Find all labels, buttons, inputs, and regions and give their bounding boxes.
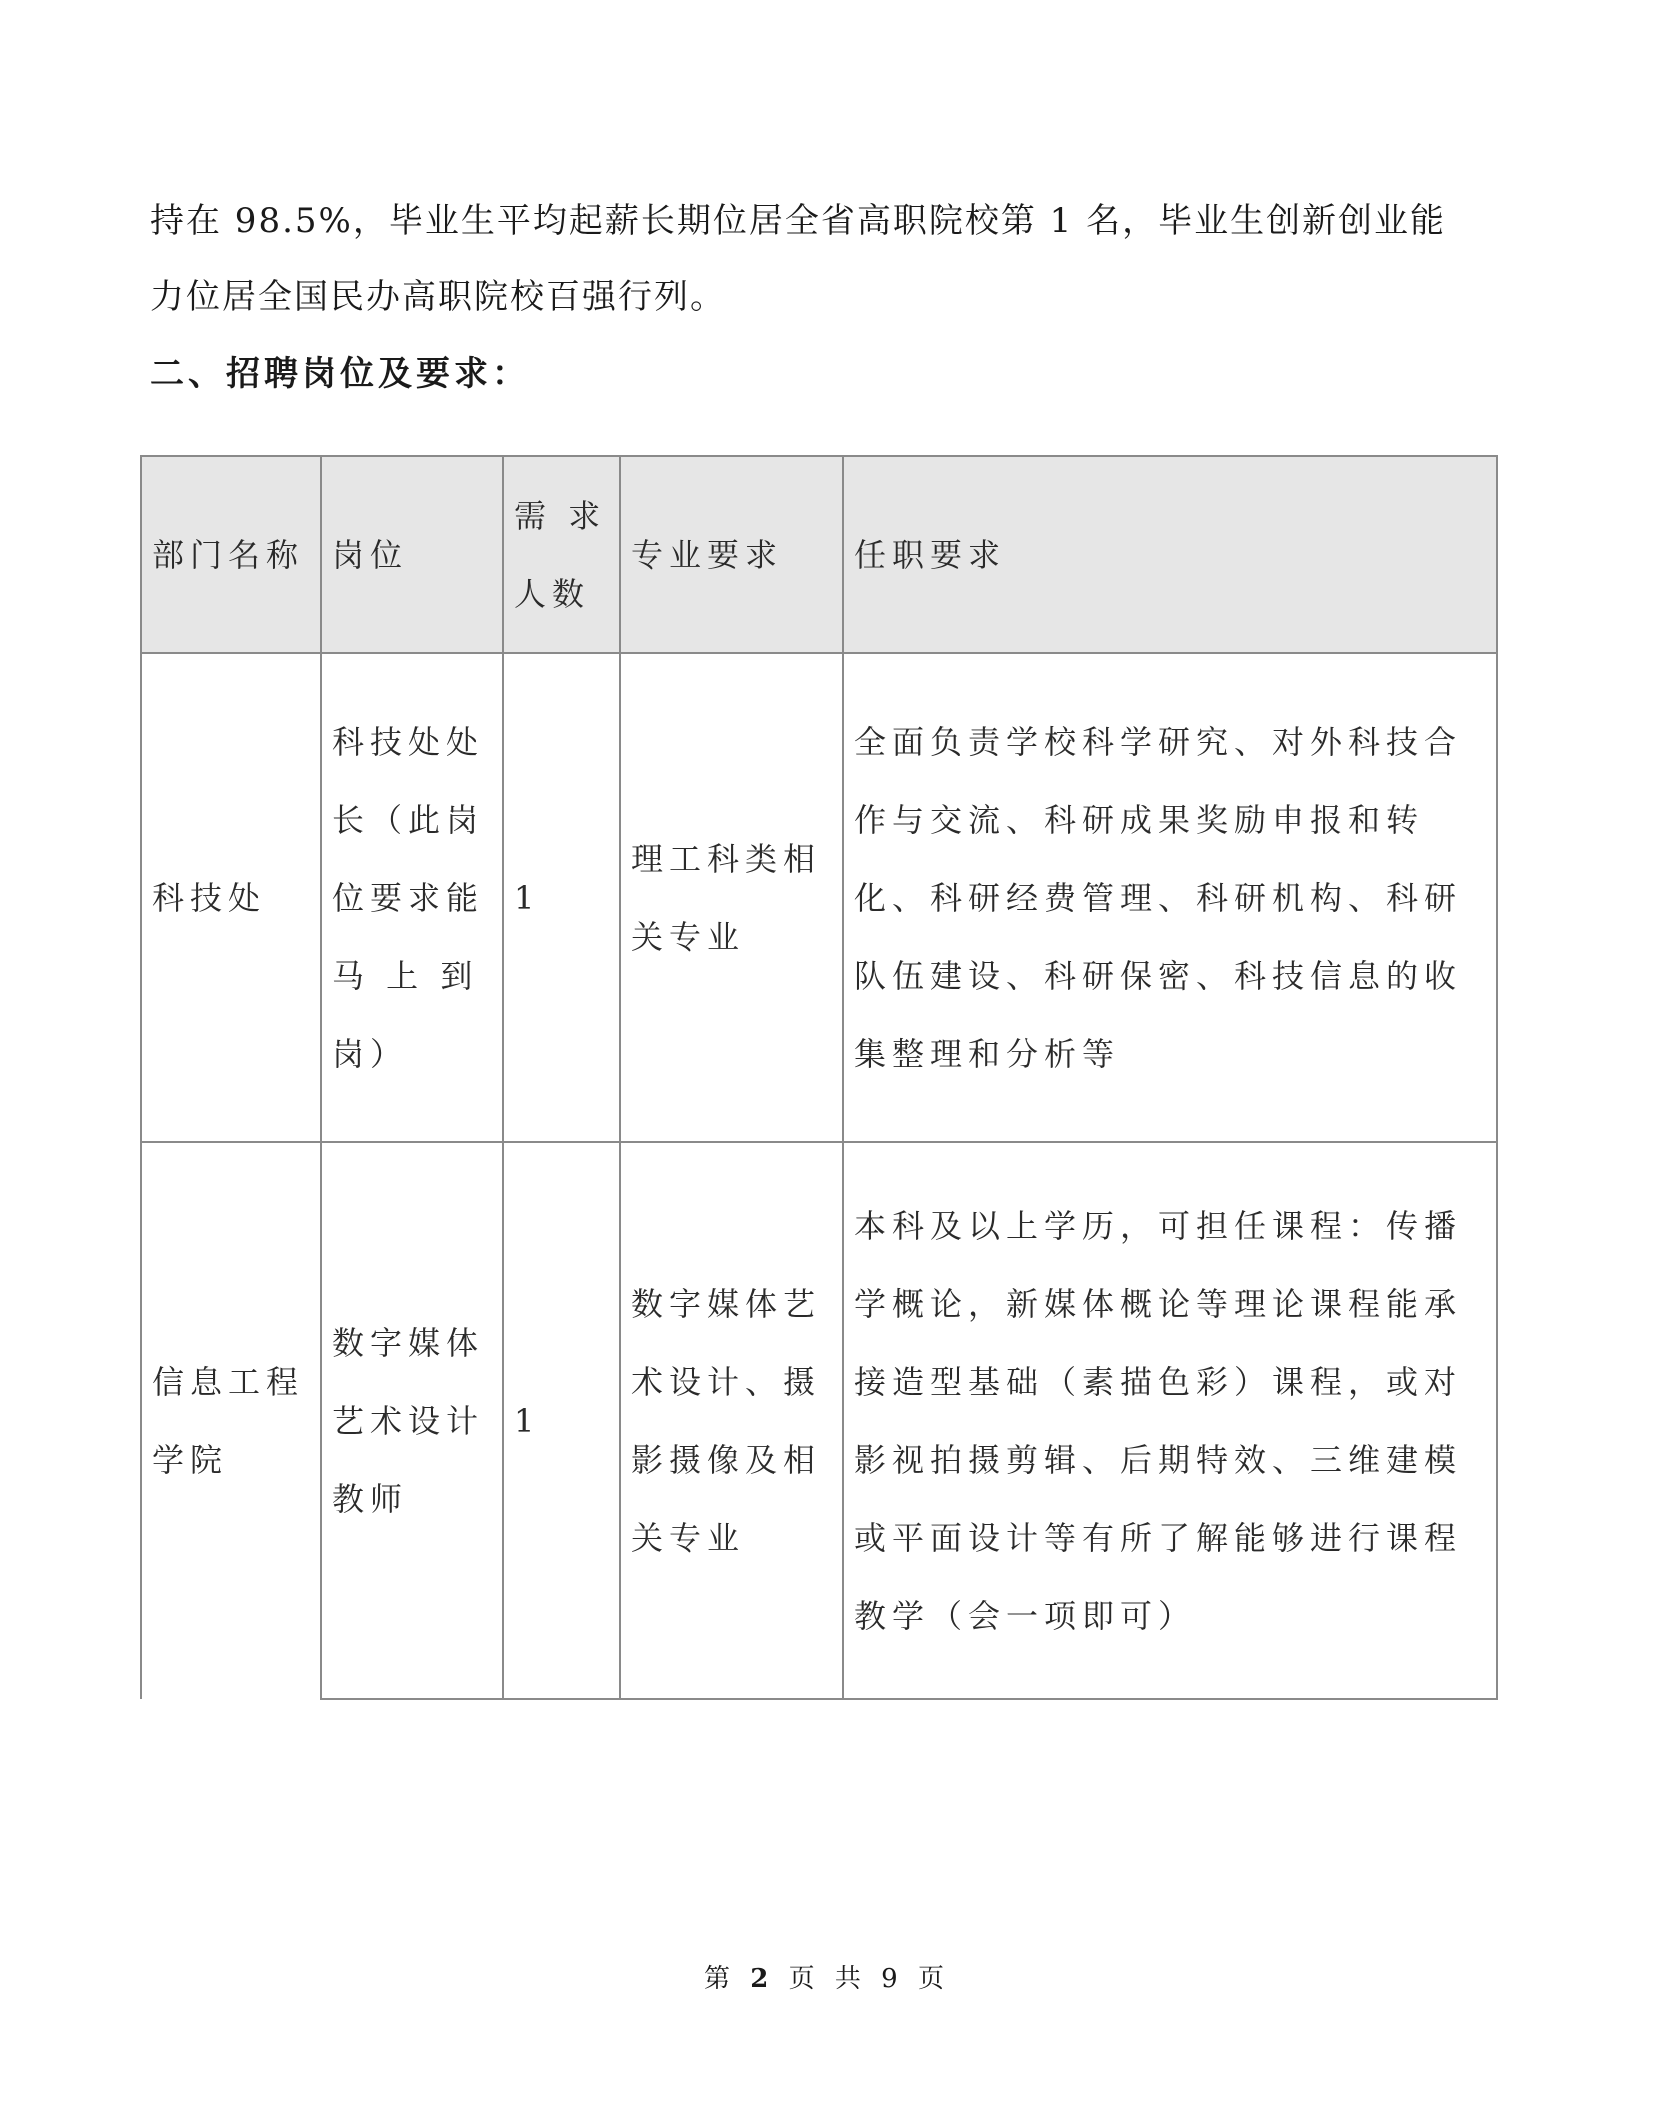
footer-prefix: 第 [704, 1964, 737, 1994]
header-requirements: 任职要求 [843, 456, 1497, 653]
intro-line-2: 力位居全国民办高职院校百强行列。 [150, 277, 726, 317]
cell-requirements: 本科及以上学历，可担任课程：传播学概论，新媒体概论等理论课程能承接造型基础（素描色彩）课程，或对影视拍摄剪辑、后期特效、三维建模或平面设计等有所了解能够进行课程教学（会一项即可） [843, 1142, 1497, 1699]
footer-total-pages: 9 [881, 1964, 904, 1994]
table-row [141, 653, 1497, 1142]
cell-major: 数字媒体艺术设计、摄影摄像及相关专业 [620, 1142, 843, 1699]
table-row [141, 1142, 1497, 1699]
cell-position: 科技处处长（此岗位要求能马 上 到岗） [321, 653, 503, 1142]
footer-middle: 页 共 [788, 1964, 867, 1994]
header-dept: 部门名称 [141, 456, 321, 653]
cell-major: 理工科类相关专业 [620, 653, 843, 1142]
cell-dept: 信息工程学院 [141, 1142, 321, 1699]
header-position: 岗位 [321, 456, 503, 653]
footer-suffix: 页 [917, 1964, 950, 1994]
table-header-row [141, 456, 1497, 653]
cell-count: 1 [503, 653, 620, 1142]
header-major: 专业要求 [620, 456, 843, 653]
cell-requirements: 全面负责学校科学研究、对外科技合作与交流、科研成果奖励申报和转化、科研经费管理、科研机构、科研队伍建设、科研保密、科技信息的收集整理和分析等 [843, 653, 1497, 1142]
cell-position: 数字媒体艺术设计教师 [321, 1142, 503, 1699]
intro-line-1: 持在 98.5%，毕业生平均起薪长期位居全省高职院校第 1 名，毕业生创新创业能 [150, 201, 1447, 241]
section-heading: 二、招聘岗位及要求： [150, 354, 530, 394]
header-count: 需 求 人数 [503, 456, 620, 653]
recruitment-table [140, 455, 1498, 1700]
footer-page-number: 2 [750, 1964, 775, 1994]
cell-dept: 科技处 [141, 653, 321, 1142]
cell-count: 1 [503, 1142, 620, 1699]
page-footer [0, 1958, 1654, 1995]
